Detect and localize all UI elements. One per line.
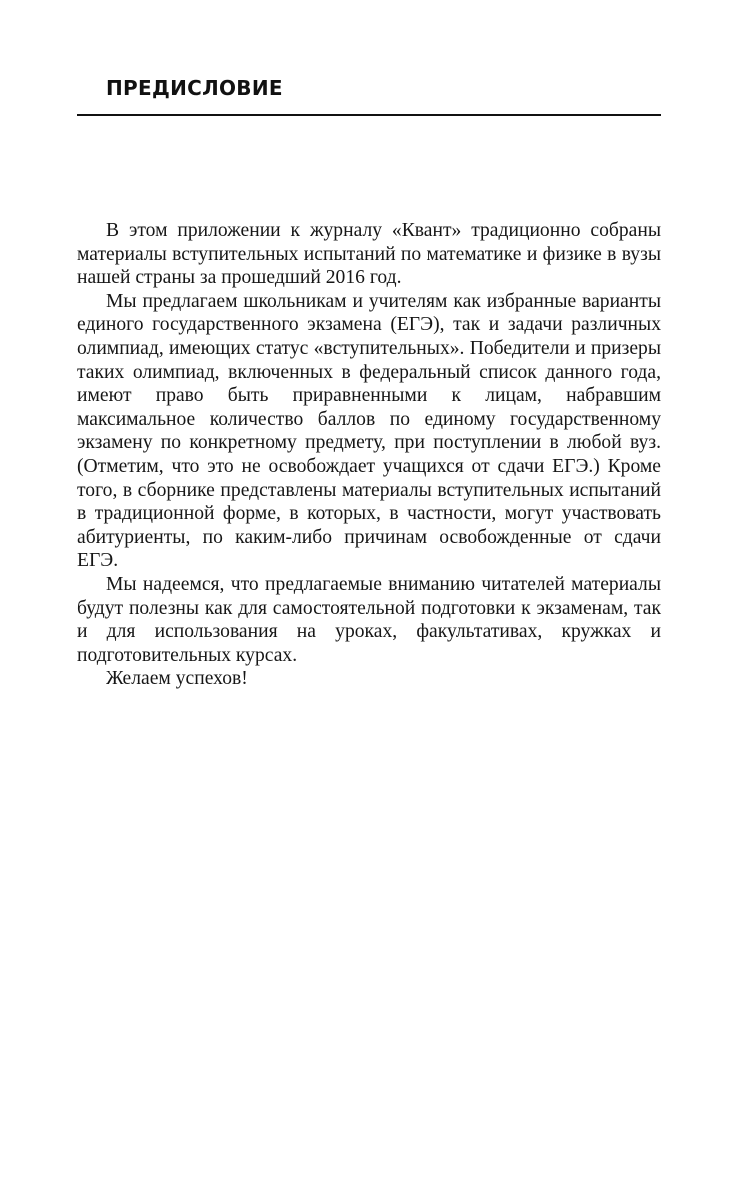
paragraph-usefulness: Мы надеемся, что предлагаемые вниманию читателей материалы будут полезны как для самостоятельной подготовки к экзаменам, так и для использования на уроках, факультативах, кружках и подготовительных курсах. xyxy=(77,573,661,666)
page-title: ПРЕДИСЛОВИЕ xyxy=(106,76,283,100)
paragraph-wishes: Желаем успехов! xyxy=(106,668,248,690)
title-divider xyxy=(77,114,661,116)
preface-body xyxy=(77,219,661,691)
paragraph-olympiads: Мы предлагаем школьникам и учителям как избранные варианты единого государственного экзамена (ЕГЭ), так и задачи различных олимпиад, имеющих статус «вступительных». Победители и призеры таких олимпиад, включенных в федеральный список данного года, имеют право быть приравненными к лицам, набравшим максимальное количество баллов по единому государственному экзамену по конкретному предмету, при поступлении в любой вуз. (Отметим, что это не освобождает учащихся от сдачи ЕГЭ.) Кроме того, в сборнике представлены материалы вступительных испытаний в традиционной форме, в которых, в частности, могут участвовать абитуриенты, по каким-либо причинам освобожденные от сдачи ЕГЭ. xyxy=(77,290,661,572)
paragraph-intro: В этом приложении к журналу «Квант» традиционно собраны материалы вступительных испытаний по математике и физике в вузы нашей страны за прошедший 2016 год. xyxy=(77,220,661,289)
